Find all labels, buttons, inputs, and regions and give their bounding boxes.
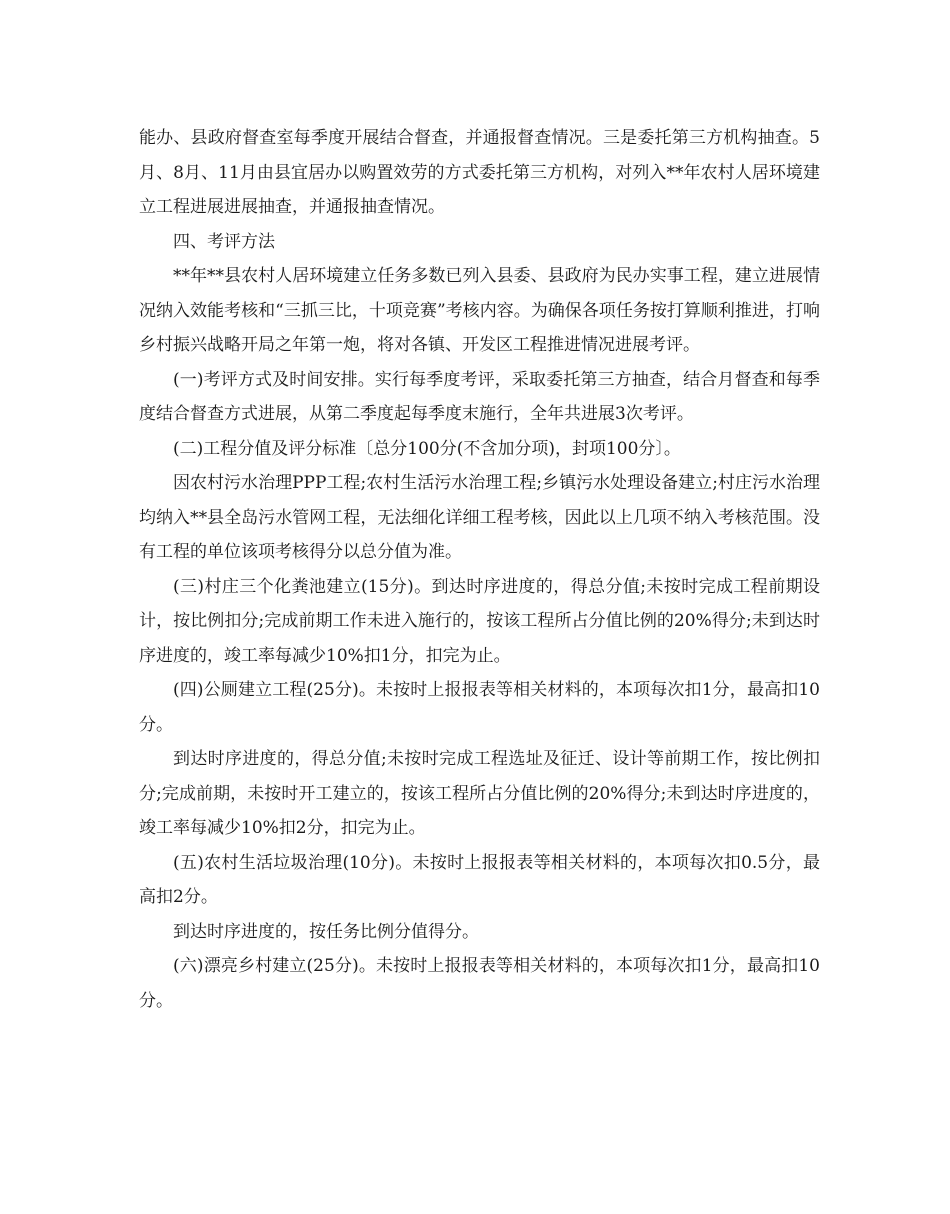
paragraph-item-5: (五)农村生活垃圾治理(10分)。未按时上报报表等相关材料的，本项每次扣0.5分，最高扣2分。 [139, 852, 820, 907]
section-heading-evaluation-method: 四、考评方法 [173, 231, 275, 252]
document-body [139, 121, 820, 1018]
paragraph-item-3: (三)村庄三个化粪池建立(15分)。到达时序进度的，得总分值;未按时完成工程前期设计，按比例扣分;完成前期工作未进入施行的，按该工程所占分值比例的20%得分;未到达时序进度的，竣工率每减少10%扣1分，扣完为止。 [139, 576, 820, 666]
paragraph-item-2: (二)工程分值及评分标准〔总分100分(不含加分项)，封项100分〕。 [173, 438, 681, 459]
paragraph-item-1: (一)考评方式及时间安排。实行每季度考评，采取委托第三方抽查，结合月督查和每季度结合督查方式进展，从第二季度起每季度末施行，全年共进展3次考评。 [139, 369, 820, 424]
paragraph-item-4: (四)公厕建立工程(25分)。未按时上报报表等相关材料的，本项每次扣1分，最高扣10分。 [139, 680, 820, 735]
paragraph-item-6: (六)漂亮乡村建立(25分)。未按时上报报表等相关材料的，本项每次扣1分，最高扣10分。 [139, 956, 820, 1011]
paragraph-item-5-detail: 到达时序进度的，按任务比例分值得分。 [173, 921, 479, 942]
paragraph-item-4-detail: 到达时序进度的，得总分值;未按时完成工程选址及征迁、设计等前期工作，按比例扣分;完成前期，未按时开工建立的，按该工程所占分值比例的20%得分;未到达时序进度的，竣工率每减少10%扣2分，扣完为止。 [139, 749, 820, 838]
paragraph-continuation: 能办、县政府督查室每季度开展结合督查，并通报督查情况。三是委托第三方机构抽查。5月、8月、11月由县宜居办以购置效劳的方式委托第三方机构，对列入**年农村人居环境建立工程进展进展抽查，并通报抽查情况。 [139, 128, 820, 217]
paragraph-sewage-note: 因农村污水治理PPP工程;农村生活污水治理工程;乡镇污水处理设备建立;村庄污水治理均纳入**县全岛污水管网工程，无法细化详细工程考核，因此以上几项不纳入考核范围。没有工程的单位该项考核得分以总分值为准。 [139, 473, 820, 562]
paragraph-evaluation-intro: **年**县农村人居环境建立任务多数已列入县委、县政府为民办实事工程，建立进展情况纳入效能考核和“三抓三比，十项竞赛”考核内容。为确保各项任务按打算顺利推进，打响乡村振兴战略开局之年第一炮，将对各镇、开发区工程推进情况进展考评。 [139, 266, 820, 355]
